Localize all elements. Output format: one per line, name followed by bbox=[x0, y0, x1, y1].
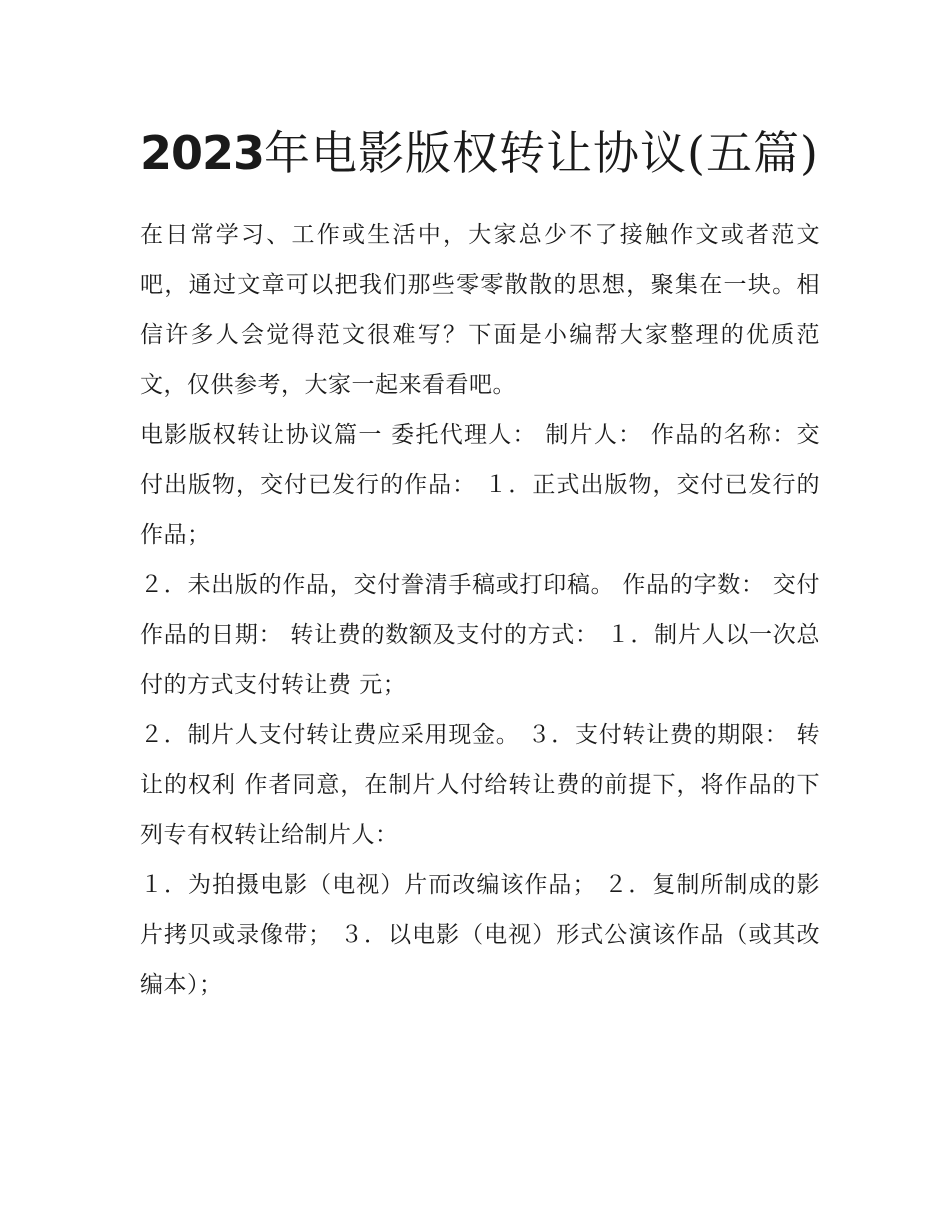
agreement-paragraph: ２．未出版的作品，交付誊清手稿或打印稿。 作品的字数： 交付作品的日期： 转让费的数额及支付的方式： １．制片人以一次总付的方式支付转让费 元； bbox=[140, 572, 820, 698]
title-text: 年电影版权转让协议(五篇) bbox=[264, 126, 819, 180]
document-page bbox=[140, 116, 820, 1010]
intro-paragraph: 在日常学习、工作或生活中，大家总少不了接触作文或者范文吧，通过文章可以把我们那些零零散散的思想，聚集在一块。相信许多人会觉得范文很难写？下面是小编帮大家整理的优质范文，仅供参考，大家一起来看看吧。 bbox=[140, 222, 820, 398]
agreement-paragraph: １．为拍摄电影（电视）片而改编该作品； ２．复制所制成的影片拷贝或录像带； ３．以电影（电视）形式公演该作品（或其改编本）； bbox=[140, 872, 820, 998]
agreement-paragraph: 电影版权转让协议篇一 委托代理人： 制片人： 作品的名称：交付出版物，交付已发行的作品： １．正式出版物，交付已发行的作品； bbox=[140, 422, 820, 548]
document-title bbox=[140, 116, 820, 190]
document-body bbox=[140, 210, 820, 1010]
title-year: 2023 bbox=[140, 126, 265, 180]
agreement-paragraph: ２．制片人支付转让费应采用现金。 ３．支付转让费的期限： 转让的权利 作者同意，在制片人付给转让费的前提下，将作品的下列专有权转让给制片人： bbox=[140, 722, 820, 848]
